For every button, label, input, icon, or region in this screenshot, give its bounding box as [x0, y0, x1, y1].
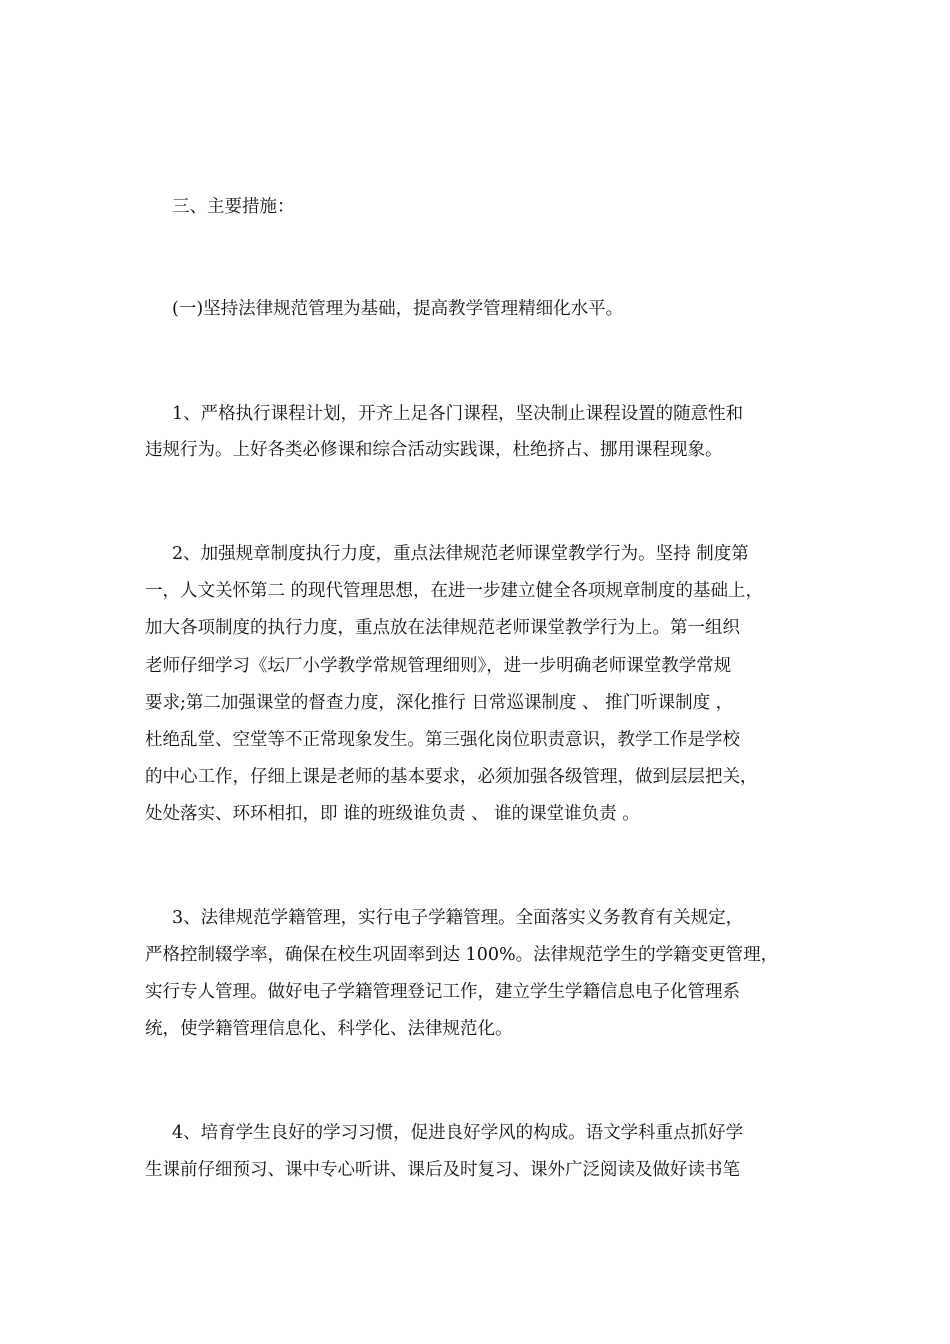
paragraph-line: 要求;第二加强课堂的督查力度，深化推行 日常巡课制度 、 推门听课制度 ，: [145, 693, 734, 713]
paragraph-line: 4、培育学生良好的学习习惯，促进良好学风的构成。语文学科重点抓好学: [172, 1123, 744, 1143]
section-heading: 三、主要措施：: [172, 197, 295, 217]
paragraph-line: 1、严格执行课程计划，开齐上足各门课程，坚决制止课程设置的随意性和: [172, 404, 744, 424]
paragraph-line: 一，人文关怀第二 的现代管理思想，在进一步建立健全各项规章制度的基础上，: [145, 581, 764, 601]
paragraph-line: 老师仔细学习《坛厂小学教学常规管理细则》，进一步明确老师课堂教学常规: [145, 656, 732, 676]
paragraph-line: 的中心工作，仔细上课是老师的基本要求，必须加强各级管理，做到层层把关，: [145, 767, 758, 787]
paragraph-line: 2、加强规章制度执行力度，重点法律规范老师课堂教学行为。坚持 制度第: [172, 544, 749, 564]
paragraph-line: 处处落实、环环相扣，即 谁的班级谁负责 、 谁的课堂谁负责 。: [145, 804, 640, 824]
paragraph-line: 严格控制辍学率，确保在校生巩固率到达 100%。法律规范学生的学籍变更管理，: [145, 945, 779, 965]
paragraph-line: 生课前仔细预习、课中专心听讲、课后及时复习、课外广泛阅读及做好读书笔: [145, 1160, 740, 1180]
section-subheading: (一)坚持法律规范管理为基础，提高教学管理精细化水平。: [172, 299, 624, 319]
paragraph-line: 杜绝乱堂、空堂等不正常现象发生。第三强化岗位职责意识，教学工作是学校: [145, 730, 740, 750]
paragraph-line: 违规行为。上好各类必修课和综合活动实践课，杜绝挤占、挪用课程现象。: [145, 440, 723, 460]
paragraph-line: 3、法律规范学籍管理，实行电子学籍管理。全面落实义务教育有关规定，: [172, 908, 744, 928]
paragraph-line: 实行专人管理。做好电子学籍管理登记工作，建立学生学籍信息电子化管理系: [145, 982, 740, 1002]
paragraph-line: 加大各项制度的执行力度，重点放在法律规范老师课堂教学行为上。第一组织: [145, 618, 740, 638]
paragraph-line: 统，使学籍管理信息化、科学化、法律规范化。: [145, 1019, 513, 1039]
